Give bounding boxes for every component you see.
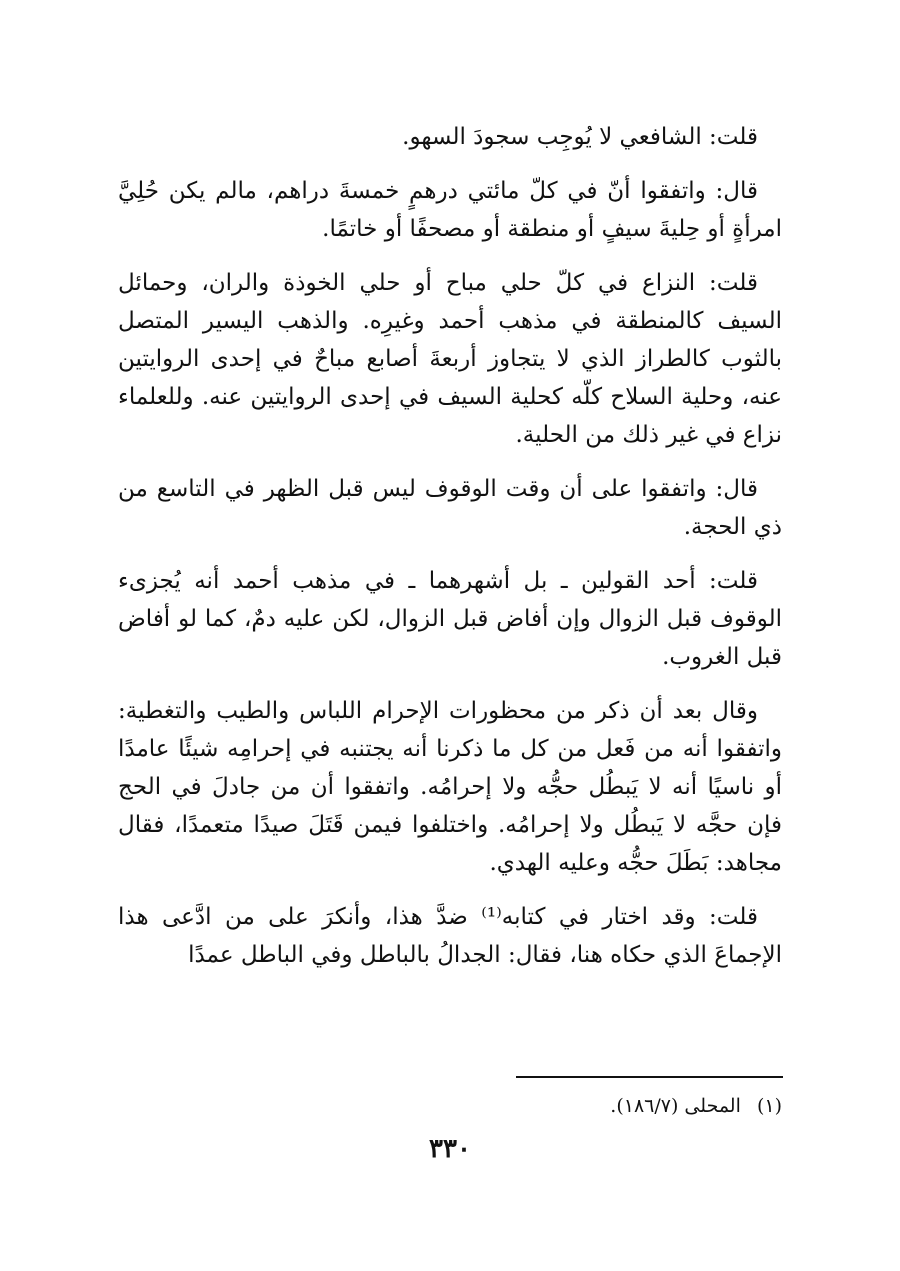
paragraph-1: [118, 118, 782, 156]
paragraph-4: [118, 470, 782, 546]
paragraph-2-text: قال: واتفقوا أنّ في كلّ مائتي درهمٍ خمسةَ دراهم، مالم يكن حُلِيَّ امرأةٍ أو حِليةَ سيفٍ أو منطقة أو مصحفًا أو خاتمًا.: [118, 178, 782, 242]
footnote-separator: [516, 1076, 783, 1078]
paragraph-3-text: قلت: النزاع في كلّ حلي مباح أو حلي الخوذة والران، وحمائل السيف كالمنطقة في مذهب أحمد وغيرِه. والذهب اليسير المتصل بالثوب كالطراز الذي لا يتجاوز أربعةَ أصابع مباحٌ في إحدى الروايتين عنه، وحلية السلاح كلّه كحلية السيف في إحدى الروايتين عنه. وللعلماء نزاع في غير ذلك من الحلية.: [118, 270, 782, 448]
paragraph-5: [118, 562, 782, 676]
footnote: [500, 1092, 782, 1120]
paragraph-6: [118, 692, 782, 882]
paragraph-7-text: قلت: وقد اختار في كتابه⁽¹⁾ ضدَّ هذا، وأنكرَ على من ادَّعى هذا الإجماعَ الذي حكاه هنا، فقال: الجدالُ بالباطل وفي الباطل عمدًا: [118, 904, 782, 968]
page-body: [118, 118, 782, 990]
footnote-text: المحلى (١٨٦/٧).: [610, 1095, 741, 1117]
paragraph-4-text: قال: واتفقوا على أن وقت الوقوف ليس قبل الظهر في التاسع من ذي الحجة.: [118, 476, 782, 540]
paragraph-5-text: قلت: أحد القولين ـ بل أشهرهما ـ في مذهب أحمد أنه يُجزىء الوقوف قبل الزوال وإن أفاض قبل الزوال، لكن عليه دمٌ، كما لو أفاض قبل الغروب.: [118, 568, 782, 670]
page-number: ٣٣٠: [429, 1134, 471, 1164]
paragraph-7: [118, 898, 782, 974]
footnote-number: (١): [756, 1095, 782, 1117]
paragraph-1-text: قلت: الشافعي لا يُوجِب سجودَ السهو.: [402, 124, 758, 150]
paragraph-6-text: وقال بعد أن ذكر من محظورات الإحرام اللباس والطيب والتغطية: واتفقوا أنه من فَعل من كل ما ذكرنا أنه يجتنبه في إحرامِه شيئًا عامدًا أو ناسيًا أنه لا يَبطُل حجُّه ولا إحرامُه. واتفقوا أن من جادلَ في الحج فإن حجَّه لا يَبطُل ولا إحرامُه. واختلفوا فيمن قَتَلَ صيدًا متعمدًا، فقال مجاهد: بَطَلَ حجُّه وعليه الهدي.: [118, 698, 782, 876]
paragraph-2: [118, 172, 782, 248]
paragraph-3: [118, 264, 782, 454]
